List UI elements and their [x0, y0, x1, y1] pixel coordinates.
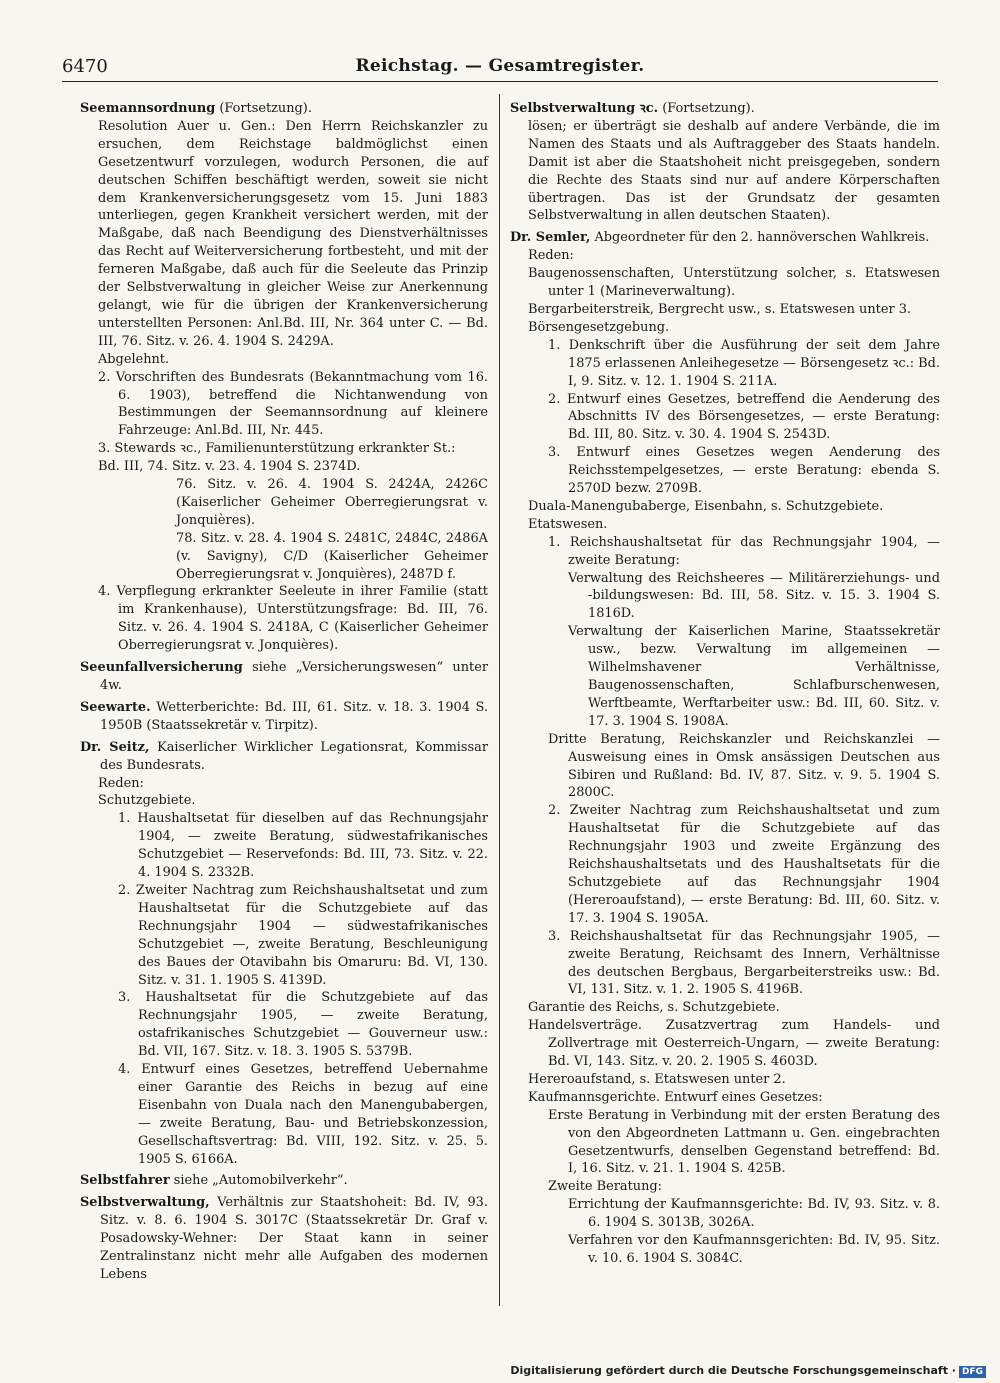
entry-text: lösen; er überträgt sie deshalb auf andere Verbände, die im Namen des Staats und als Auftraggeber des Staats handeln. Damit ist aber die Staatshoheit nicht preisgegeben, sondern die Rechte des Staats sind nur auf andere Körperschaften übertragen. Das ist der Grundsatz der gesamten Selbstverwaltung in allen deutschen Staaten). [528, 118, 940, 224]
index-entry [80, 1194, 488, 1284]
entry-text: Garantie des Reichs, s. Schutzgebiete. [528, 1000, 780, 1016]
entry-text: Zweite Beratung: [548, 1179, 662, 1195]
index-line [510, 623, 940, 730]
index-entry [80, 659, 488, 695]
entry-text: Baugenossenschaften, Unterstützung solcher, s. Etatswesen unter 1 (Marineverwaltung). [528, 266, 940, 300]
index-line [80, 476, 488, 530]
entry-text: Resolution Auer u. Gen.: Den Herrn Reichskanzler zu ersuchen, dem Reichstage baldmöglichst einen Gesetzentwurf vorzulegen, wodurch Personen, die auf deutschen Schiffen beschäftigt werden, soweit sie nicht dem Krankenversicherungsgesetz vom 15. Juni 1883 unterliegen, gegen Krankheit versichert werden, mit der Maßgabe, daß nach Beendigung des Dienstverhältnisses das Recht auf Weiterversicherung fortbesteht, und mit der ferneren Maßgabe, daß auch für die Seeleute das Prinzip der Selbstverwaltung in gleicher Weise zur Anerkennung gelangt, wie für die übrigen der Krankenversicherung unterstellten Personen: Anl.Bd. III, Nr. 364 unter C. — Bd. III, 76. Sitz. v. 26. 4. 1904 S. 2429A. [98, 118, 488, 349]
index-line [80, 775, 488, 793]
index-line [510, 391, 940, 445]
index-line [510, 516, 940, 534]
right-column [510, 96, 940, 1268]
column-divider [499, 94, 500, 1306]
entry-keyword: Selbstfahrer [80, 1173, 170, 1189]
index-line [510, 118, 940, 225]
entry-text: Schutzgebiete. [98, 793, 196, 809]
index-line [80, 118, 488, 351]
entry-text: 78. Sitz. v. 28. 4. 1904 S. 2481C, 2484C, 2486A (v. Savigny), C/D (Kaiserlicher Geheimer Oberregierungsrat v. Jonquières), 2487D f. [176, 530, 488, 582]
entry-text: siehe „Versicherungswesen“ unter 4w. [100, 660, 488, 693]
entry-text: Duala-Manengubaberge, Eisenbahn, s. Schutzgebiete. [528, 498, 884, 514]
entry-text: 2. Zweiter Nachtrag zum Reichshaushaltsetat und zum Haushaltsetat für die Schutzgebiete auf das Rechnungsjahr 1903 und zweite Ergänzung des Reichshaushaltsetats und des Haushaltsetats für die Schutzgebiete auf das Rechnungsjahr 1904 (Hereroaufstand), — erste Beratung: Bd. III, 60. Sitz. v. 17. 3. 1904 S. 1905A. [548, 803, 940, 926]
entry-text: 76. Sitz. v. 26. 4. 1904 S. 2424A, 2426C (Kaiserlicher Geheimer Oberregierungsrat v. Jonquières). [176, 477, 488, 528]
entry-keyword: Seemannsordnung [80, 101, 216, 116]
entry-text: 3. Stewards ꝛc., Familienunterstützung erkrankter St.: [98, 441, 456, 457]
index-line [510, 1196, 940, 1232]
entry-text: Verwaltung des Reichsheeres — Militärerziehungs- und -bildungswesen: Bd. III, 58. Sitz. v. 15. 3. 1904 S. 1816D. [568, 570, 940, 622]
index-line [510, 444, 940, 498]
index-entry [510, 100, 940, 118]
entry-keyword: Selbstverwaltung ꝛc. [510, 101, 659, 116]
index-line [80, 810, 488, 882]
entry-text: 1. Denkschrift über die Ausführung der seit dem Jahre 1875 erlassenen Anleihegesetze — Börsengesetz ꝛc.: Bd. I, 9. Sitz. v. 12. 1. 1904 S. 211A. [548, 337, 940, 389]
entry-text: 1. Haushaltsetat für dieselben auf das Rechnungsjahr 1904, — zweite Beratung, südwestafrikanisches Schutzgebiet — Reservefonds: Bd. III, 73. Sitz. v. 22. 4. 1904 S. 2332B. [118, 811, 488, 881]
index-line [510, 1178, 940, 1196]
entry-text: Wetterberichte: Bd. III, 61. Sitz. v. 18. 3. 1904 S. 1950B (Staatssekretär v. Tirpitz). [100, 699, 488, 733]
index-entry [80, 100, 488, 118]
entry-text: Abgelehnt. [98, 351, 170, 367]
index-line [510, 802, 940, 927]
index-entry [80, 699, 488, 735]
index-line [80, 882, 488, 989]
index-line [80, 989, 488, 1061]
entry-text: Kaufmannsgerichte. Entwurf eines Gesetzes: [528, 1089, 823, 1105]
entry-text: Erste Beratung in Verbindung mit der ersten Beratung des von den Abgeordneten Lattmann u. Gen. eingebrachten Gesetzentwurfs, denselben Gegenstand betreffend: Bd. I, 16. Sitz. v. 21. 1. 1904 S. 425B. [548, 1107, 940, 1177]
entry-text: (Fortsetzung). [215, 101, 312, 116]
entry-keyword: Dr. Seitz, [80, 739, 150, 755]
index-line [80, 351, 488, 369]
index-line [510, 265, 940, 301]
entry-text: Etatswesen. [528, 516, 608, 532]
footer-text: Digitalisierung gefördert durch die Deutsche Forschungsgemeinschaft · [510, 1364, 956, 1377]
entry-text: Dritte Beratung, Reichskanzler und Reichskanzlei — Ausweisung eines in Omsk ansässigen Deutschen aus Sibiren und Rußland: Bd. IV, 87. Sitz. v. 9. 5. 1904 S. 2800C. [548, 731, 940, 801]
entry-keyword: Selbstverwaltung, [80, 1195, 210, 1211]
dfg-logo: DFG [959, 1366, 986, 1378]
index-line [510, 1017, 940, 1071]
index-line [510, 731, 940, 803]
index-line [510, 319, 940, 337]
entry-text: Verwaltung der Kaiserlichen Marine, Staatssekretär usw., bezw. Verwaltung im allgemeinen — Wilhelmshavener Verhältnisse, Baugenossenschaften, Schlafburschenwesen, Werftbeamte, Werftarbeiter usw.: Bd. III, 60. Sitz. v. 17. 3. 1904 S. 1908A. [568, 624, 940, 729]
entry-text: Reden: [98, 775, 144, 791]
index-line [510, 247, 940, 265]
footer-credit [510, 1364, 986, 1378]
entry-text: Hereroaufstand, s. Etatswesen unter 2. [528, 1071, 786, 1087]
page-number: 6470 [62, 56, 108, 77]
index-line [510, 498, 940, 516]
index-line [80, 369, 488, 441]
index-line [80, 530, 488, 584]
entry-text: siehe „Automobilverkehr“. [169, 1173, 348, 1189]
entry-text: 2. Vorschriften des Bundesrats (Bekanntmachung vom 16. 6. 1903), betreffend die Nichtanwendung von Bestimmungen der Seemannsordnung auf kleinere Fahrzeuge: Anl.Bd. III, Nr. 445. [98, 369, 488, 439]
entry-text: Bergarbeiterstreik, Bergrecht usw., s. Etatswesen unter 3. [528, 301, 912, 317]
entry-text: 3. Haushaltsetat für die Schutzgebiete auf das Rechnungsjahr 1905, — zweite Beratung, ostafrikanisches Schutzgebiet — Gouverneur usw.: Bd. VII, 167. Sitz. v. 18. 3. 1905 S. 5379B. [118, 990, 488, 1060]
index-line [510, 1107, 940, 1179]
entry-text: 2. Zweiter Nachtrag zum Reichshaushaltsetat und zum Haushaltsetat für die Schutzgebiete auf das Rechnungsjahr 1904 — südwestafrikanisches Schutzgebiet —, zweite Beratung, Beschleunigung des Baues der Otavibahn bis Omaruru: Bd. VI, 130. Sitz. v. 31. 1. 1905 S. 4139D. [118, 882, 488, 988]
entry-text: Verfahren vor den Kaufmannsgerichten: Bd. IV, 95. Sitz. v. 10. 6. 1904 S. 3084C. [568, 1233, 940, 1266]
index-line [510, 999, 940, 1017]
entry-text: 1. Reichshaushaltsetat für das Rechnungsjahr 1904, — zweite Beratung: [548, 534, 940, 568]
entry-keyword: Seeunfallversicherung [80, 660, 243, 676]
entry-text: 3. Reichshaushaltsetat für das Rechnungsjahr 1905, — zweite Beratung, Reichsamt des Innern, Verhältnisse des deutschen Bergbaus, Bergarbeiterstreiks usw.: Bd. VI, 131. Sitz. v. 1. 2. 1905 S. 4196B. [548, 928, 940, 998]
index-line [510, 928, 940, 1000]
index-line [510, 1089, 940, 1107]
entry-text: 4. Verpflegung erkrankter Seeleute in ihrer Familie (statt im Krankenhause), Unterstützungsfrage: Bd. III, 76. Sitz. v. 26. 4. 1904 S. 2418A, C (Kaiserlicher Geheimer Oberregierungsrat v. Jonquières). [98, 584, 488, 654]
index-entry [80, 739, 488, 775]
entry-text: 3. Entwurf eines Gesetzes wegen Aenderung des Reichsstempelgesetzes, — erste Beratung: ebenda S. 2570D bezw. 2709B. [548, 445, 940, 497]
index-entry [510, 229, 940, 247]
index-line [80, 1061, 488, 1168]
entry-text: Errichtung der Kaufmannsgerichte: Bd. IV, 93. Sitz. v. 8. 6. 1904 S. 3013B, 3026A. [568, 1197, 940, 1231]
entry-text: Börsengesetzgebung. [528, 319, 670, 335]
page-header [62, 54, 938, 80]
index-entry [80, 1172, 488, 1190]
index-line [510, 337, 940, 391]
index-line [80, 792, 488, 810]
entry-text: 2. Entwurf eines Gesetzes, betreffend die Aenderung des Abschnitts IV des Börsengesetzes, — erste Beratung: Bd. III, 80. Sitz. v. 30. 4. 1904 S. 2543D. [548, 391, 940, 443]
entry-text: Abgeordneter für den 2. hannöverschen Wahlkreis. [590, 230, 930, 246]
entry-text: Kaiserlicher Wirklicher Legationsrat, Kommissar des Bundesrats. [100, 739, 488, 773]
index-line [510, 570, 940, 624]
left-column [80, 96, 488, 1284]
page-title: Reichstag. — Gesamtregister. [355, 56, 645, 76]
entry-keyword: Seewarte. [80, 699, 151, 715]
index-line [510, 534, 940, 570]
index-line [80, 583, 488, 655]
index-line [80, 458, 488, 476]
index-line [510, 1071, 940, 1089]
entry-text: (Fortsetzung). [658, 101, 755, 116]
index-line [80, 440, 488, 458]
entry-text: Bd. III, 74. Sitz. v. 23. 4. 1904 S. 2374D. [98, 459, 361, 475]
index-line [510, 1232, 940, 1268]
entry-text: Verhältnis zur Staatshoheit: Bd. IV, 93. Sitz. v. 8. 6. 1904 S. 3017C (Staatssekretär Dr. Graf v. Posadowsky-Wehner: Der Staat kann in seiner Zentralinstanz nicht mehr alle Aufgaben des modernen Lebens [100, 1195, 488, 1282]
entry-text: Reden: [528, 248, 574, 264]
header-rule [62, 81, 938, 82]
entry-keyword: Dr. Semler, [510, 230, 591, 246]
entry-text: Handelsverträge. Zusatzvertrag zum Handels- und Zollvertrage mit Oesterreich-Ungarn, — zweite Beratung: Bd. VI, 143. Sitz. v. 20. 2. 1905 S. 4603D. [528, 1018, 940, 1070]
entry-text: 4. Entwurf eines Gesetzes, betreffend Uebernahme einer Garantie des Reichs in bezug auf eine Eisenbahn von Duala nach den Manengubabergen, — zweite Beratung, Bau- und Betriebskonzession, Gesellschaftsvertrag: Bd. VIII, 192. Sitz. v. 25. 5. 1905 S. 6166A. [118, 1062, 488, 1167]
index-line [510, 301, 940, 319]
